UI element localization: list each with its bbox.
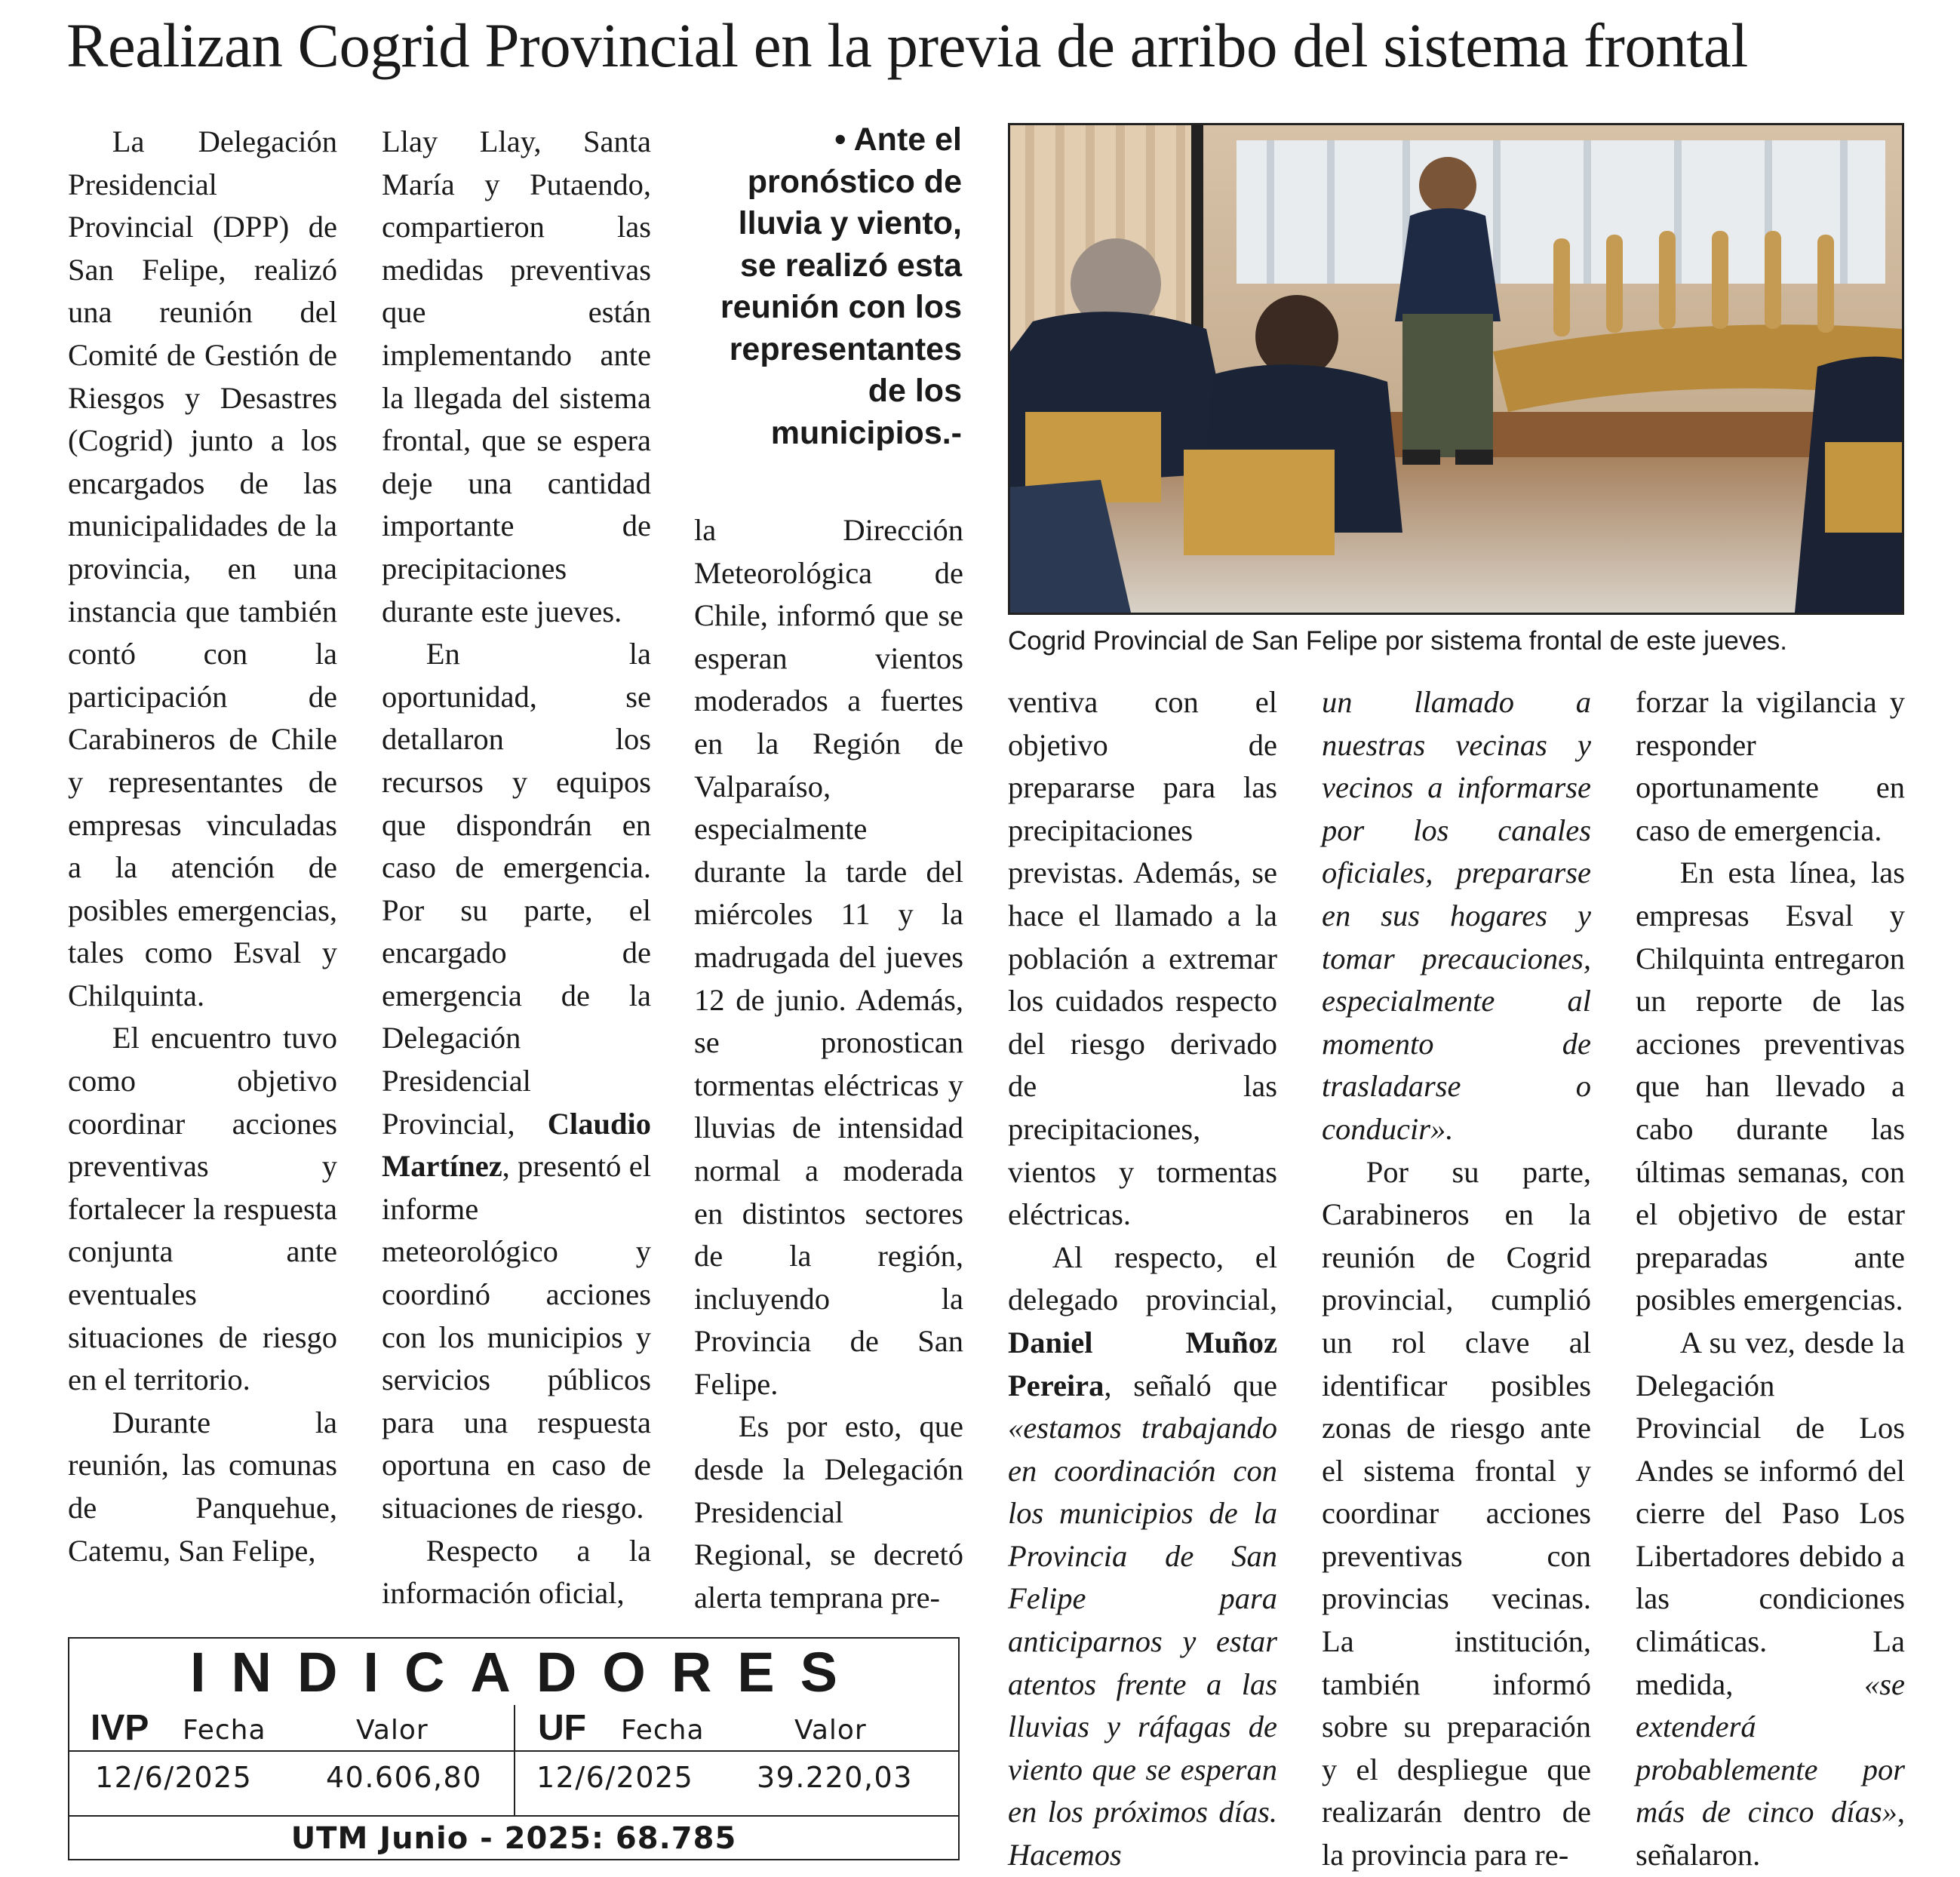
article-column-6 <box>1636 681 1905 1877</box>
paragraph: ventiva con el objetivo de prepararse para las precipitaciones previstas. Además, se hace el llamado a la población a extremar los cuidados respecto del riesgo derivado de las precipitaciones, vientos y tormentas eléctricas. <box>1008 685 1277 1232</box>
headline: Realizan Cogrid Provincial en la previa de arribo del sistema frontal <box>66 11 1748 80</box>
paragraph: El encuentro tuvo como objetivo coordinar acciones preventivas y fortalecer la respuesta conjunta ante eventuales situaciones de riesgo en el territorio. <box>68 1021 337 1397</box>
text: Al respecto, el delegado provincial, <box>1008 1240 1277 1317</box>
ivp-header <box>69 1705 514 1752</box>
text: , presentó el informe meteorológico y coordinó acciones con los municipios y servicios públicos para una respuesta oportuna en caso de situaciones de riesgo. <box>382 1149 651 1525</box>
ivp-section <box>69 1705 514 1815</box>
article-column-4 <box>1008 681 1277 1877</box>
uf-label: UF <box>538 1708 586 1748</box>
pull-quote: • Ante el pronóstico de lluvia y viento, se realizó esta reunión con los representantes de los municipios.- <box>720 121 962 451</box>
ivp-value-label: Valor <box>356 1715 429 1746</box>
paragraph: Es por esto, que desde la Delegación Presidencial Regional, se decretó alerta temprana pre- <box>694 1409 963 1614</box>
ivp-value: 40.606,80 <box>326 1761 482 1794</box>
quote: «estamos trabajando en coordinación con los municipios de la Provincia de San Felipe para anticiparnos y estar atentos frente a las lluvias y ráfagas de viento que se esperan en los próximos días. Hacemos <box>1008 1411 1277 1872</box>
text: , señaló que <box>1104 1368 1277 1402</box>
paragraph: Por su parte, Carabineros en la reunión de Cogrid provincial, cumplió un rol clave al identificar posibles zonas de riesgo ante el sistema frontal y coordinar acciones preventivas con provincias vecinas. La institución, también informó sobre su preparación y el despliegue que realizarán dentro de la provincia para re- <box>1322 1154 1591 1872</box>
article-column-5 <box>1322 681 1591 1877</box>
text: A su vez, desde la Delegación Provincial de Los Andes se informó del cierre del Paso Los Libertadores debido a las condiciones climáticas. La medida, <box>1636 1325 1905 1701</box>
ivp-date: 12/6/2025 <box>95 1761 253 1794</box>
text: En la oportunidad, se detallaron los recursos y equipos que dispondrán en caso de emergencia. Por su parte, el encargado de emergencia de la Delegación Presidencial Provincial, <box>382 637 651 1141</box>
paragraph: Llay Llay, Santa María y Putaendo, compartieron las medidas preventivas que están implementando ante la llegada del sistema frontal, que se espera deje una cantidad importante de precipitaciones durante este jueves. <box>382 124 651 628</box>
paragraph: forzar la vigilancia y responder oportunamente en caso de emergencia. <box>1636 685 1905 847</box>
paragraph <box>1636 1322 1905 1877</box>
ivp-label: IVP <box>91 1708 149 1748</box>
paragraph <box>1322 681 1591 1151</box>
ivp-date-label: Fecha <box>183 1715 266 1746</box>
paragraph: Durante la reunión, las comunas de Panquehue, Catemu, San Felipe, <box>68 1405 337 1568</box>
quote: un llamado a nuestras vecinas y vecinos a informarse por los canales oficiales, prepararse en sus hogares y tomar precauciones, especialmente al momento de trasladarse o conducir». <box>1322 685 1591 1146</box>
article-column-1 <box>68 121 337 1572</box>
indicators-title: INDICADORES <box>189 1641 864 1703</box>
uf-date-label: Fecha <box>621 1715 705 1746</box>
paragraph: La Delegación Presidencial Provincial (DPP) de San Felipe, realizó una reunión del Comité de Gestión de Riesgos y Desastres (Cogrid) junto a los encargados de las municipalidades de la provincia, en una instancia que también contó con la participación de Carabineros de Chile y representantes de empresas vinculadas a la atención de posibles emergencias, tales como Esval y Chilquinta. <box>68 124 337 1012</box>
meeting-photo-illustration <box>1010 125 1902 613</box>
uf-date: 12/6/2025 <box>536 1761 694 1794</box>
uf-value-label: Valor <box>794 1715 867 1746</box>
indicators-box <box>68 1637 960 1860</box>
paragraph: la Dirección Meteorológica de Chile, informó que se esperan vientos moderados a fuertes en la Región de Valparaíso, especialmente durante la tarde del miércoles 11 y la madrugada del jueves 12 de junio. Además, se pronostican tormentas eléctricas y lluvias de intensidad normal a moderada en distintos sectores de la región, incluyendo la Provincia de San Felipe. <box>694 513 963 1401</box>
uf-section <box>514 1705 960 1815</box>
meeting-photo <box>1008 123 1904 615</box>
paragraph <box>382 633 651 1529</box>
paragraph <box>1008 1236 1277 1877</box>
article-column-2 <box>382 121 651 1615</box>
uf-value: 39.220,03 <box>757 1761 913 1794</box>
utm-row: UTM Junio - 2025: 68.785 <box>69 1815 958 1860</box>
uf-header <box>515 1705 960 1752</box>
person-name: Claudio Martínez <box>382 1106 651 1184</box>
person-name: Daniel Muñoz Pereira <box>1008 1325 1277 1402</box>
article-column-3 <box>694 509 963 1619</box>
paragraph: Respecto a la información oficial, <box>382 1533 651 1611</box>
quote: «se extenderá probablemente por más de cinco días» <box>1636 1667 1905 1829</box>
photo-caption: Cogrid Provincial de San Felipe por sistema frontal de este jueves. <box>1008 626 1788 656</box>
paragraph: En esta línea, las empresas Esval y Chilquinta entregaron un reporte de las acciones preventivas que han llevado a cabo durante las últimas semanas, con el objetivo de estar preparadas ante posibles emergencias. <box>1636 856 1905 1317</box>
text: , señalaron. <box>1636 1795 1905 1872</box>
